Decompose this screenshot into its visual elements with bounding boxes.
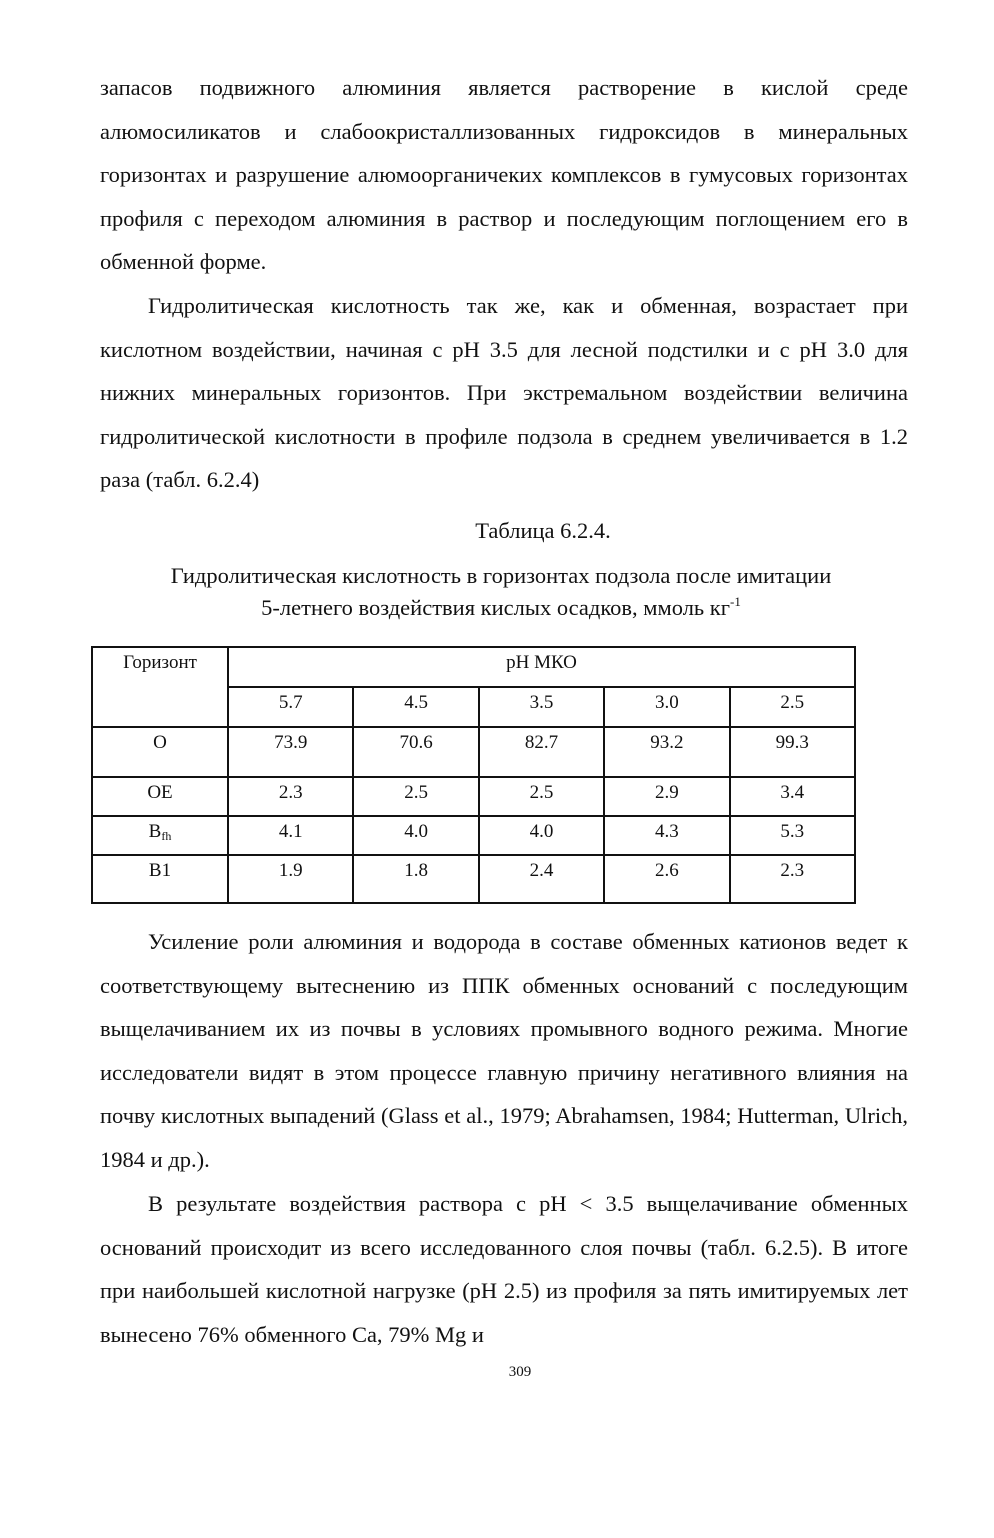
table-cell: 2.5 [353,777,478,816]
table-cell: 2.4 [479,855,604,903]
table-cell: 93.2 [604,727,729,777]
table-cell: 1.9 [228,855,353,903]
paragraph-base-leaching: Усиление роли алюминия и водорода в составе обменных катионов ведет к соответствующему вытеснению из ППК обменных оснований с последующим выщелачиванием их из почвы в условиях промывного водного режима. Многие исследователи видят в этом процессе главную причину негативного влияния на почву кислотных выпадений (Glass et al., 1979; Abrahamsen, 1984; Hutterman, Ulrich, 1984 и др.). [100,929,908,1172]
header-ph-level: 3.5 [479,687,604,727]
table-title-line1: Гидролитическая кислотность в горизонтах подзола после имитации [170,563,832,588]
header-ph-level: 5.7 [228,687,353,727]
table-cell: 4.1 [228,816,353,855]
table-cell: 2.5 [479,777,604,816]
paragraph-leaching-results: В результате воздействия раствора с pH < 3.5 выщелачивание обменных оснований происходит из всего исследованного слоя почвы (табл. 6.2.5). В итоге при наибольшей кислотной нагрузке (pH 2.5) из профиля за пять имитируемых лет вынесено 76% обменного Ca, 79% Mg и [100,1191,908,1347]
table-row [92,777,855,816]
table-cell: 99.3 [730,727,855,777]
hydrolytic-acidity-table [91,646,856,904]
row-horizon [92,816,228,855]
row-horizon-main: B [148,821,162,842]
header-ph-level: 3.0 [604,687,729,727]
table-cell: 4.0 [353,816,478,855]
table-cell: 1.8 [353,855,478,903]
table-row [92,855,855,903]
table-cell: 70.6 [353,727,478,777]
header-ph-level: 4.5 [353,687,478,727]
table-row [92,816,855,855]
table-cell: 4.0 [479,816,604,855]
table-header-row [92,647,855,687]
table-title-unit-superscript: -1 [729,594,741,609]
table-row [92,727,855,777]
table-cell: 2.9 [604,777,729,816]
table-cell: 82.7 [479,727,604,777]
header-ph-group: pH МКО [228,647,855,687]
paragraph-aluminium-sources: запасов подвижного алюминия является растворение в кислой среде алюмосиликатов и слабоокристаллизованных гидроксидов в минеральных горизонтах и разрушение алюмоорганичеких комплексов в гумусовых горизонтах профиля с переходом алюминия в раствор и последующим поглощением его в обменной форме. [100,75,908,274]
row-horizon: O [92,727,228,777]
row-horizon: OE [92,777,228,816]
header-horizon: Горизонт [92,647,228,727]
table-cell: 2.3 [228,777,353,816]
page-number: 309 [508,1364,532,1380]
table-cell: 2.3 [730,855,855,903]
paragraph-hydrolytic-acidity: Гидролитическая кислотность так же, как и обменная, возрастает при кислотном воздействии, начиная с pH 3.5 для лесной подстилки и с pH 3.0 для нижних минеральных горизонтов. При экстремальном воздействии величина гидролитической кислотности в профиле подзола в среднем увеличивается в 1.2 раза (табл. 6.2.4) [100,293,908,492]
table-title [4,560,994,624]
table-cell: 4.3 [604,816,729,855]
header-ph-level: 2.5 [730,687,855,727]
row-horizon: B1 [92,855,228,903]
table-cell: 2.6 [604,855,729,903]
row-horizon-subscript: fh [161,829,172,843]
table-cell: 5.3 [730,816,855,855]
table-title-line2 [4,592,994,624]
table-label: Таблица 6.2.4. [475,518,611,543]
table-cell: 3.4 [730,777,855,816]
table-cell: 73.9 [228,727,353,777]
table-title-line2-text: 5-летнего воздействия кислых осадков, ммоль кг [261,595,730,620]
